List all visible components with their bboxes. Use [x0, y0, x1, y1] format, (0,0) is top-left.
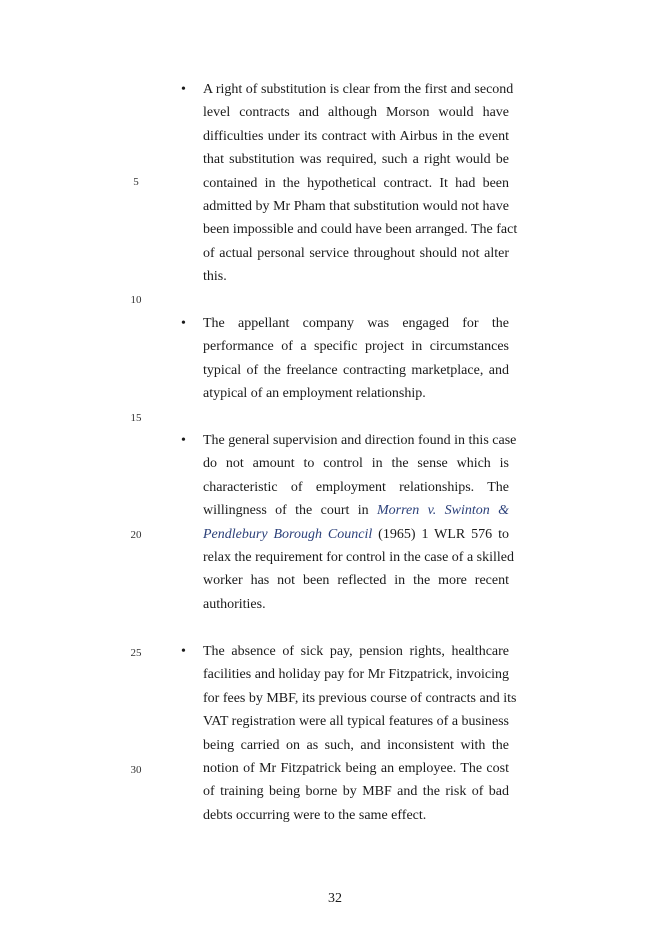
- text-line: [203, 499, 509, 522]
- text-line: typical of the freelance contracting marketplace, and: [203, 362, 509, 378]
- page-number: 32: [328, 891, 342, 906]
- text-line: been impossible and could have been arranged. The fact: [203, 222, 518, 238]
- text-line: facilities and holiday pay for Mr Fitzpatrick, invoicing: [203, 667, 509, 683]
- text-line: [203, 523, 509, 546]
- text-line: The absence of sick pay, pension rights, healthcare: [203, 644, 509, 659]
- text-segment: (1965) 1 WLR 576 to: [372, 526, 509, 542]
- text-line: level contracts and although Morson would have: [203, 105, 509, 121]
- line-number: 20: [130, 529, 142, 541]
- text-line: The general supervision and direction found in this case: [203, 433, 517, 448]
- text-line: notion of Mr Fitzpatrick being an employee. The cost: [203, 760, 509, 776]
- line-number: 10: [130, 294, 142, 306]
- line-number: 15: [130, 412, 142, 424]
- text-line: do not amount to control in the sense which is: [203, 456, 509, 472]
- text-line: A right of substitution is clear from the first and second: [203, 82, 514, 97]
- bullet-marker: •: [181, 433, 186, 448]
- line-number: 5: [133, 176, 139, 188]
- text-line: authorities.: [203, 596, 266, 612]
- text-line: atypical of an employment relationship.: [203, 386, 426, 402]
- text-line: being carried on as such, and inconsistent with the: [203, 737, 509, 753]
- paragraph-substitution: [203, 78, 518, 289]
- text-line: admitted by Mr Pham that substitution would not have: [203, 198, 509, 214]
- text-line: relax the requirement for control in the case of a skilled: [203, 549, 514, 565]
- text-line: debts occurring were to the same effect.: [203, 807, 427, 823]
- text-line: of training being borne by MBF and the risk of bad: [203, 784, 509, 800]
- text-line: characteristic of employment relationships. The: [203, 479, 509, 495]
- text-line: The appellant company was engaged for the: [203, 316, 509, 331]
- text-line: this.: [203, 269, 227, 285]
- text-line: of actual personal service throughout should not alter: [203, 245, 509, 261]
- bullet-marker: •: [181, 82, 186, 97]
- text-line: VAT registration were all typical features of a business: [203, 714, 509, 730]
- text-line: that substitution was required, such a right would be: [203, 152, 509, 168]
- text-line: difficulties under its contract with Airbus in the event: [203, 128, 509, 144]
- line-number: 25: [130, 647, 142, 659]
- case-name-italic: Morren v. Swinton &: [377, 503, 510, 519]
- text-line: performance of a specific project in circumstances: [203, 339, 509, 355]
- bullet-marker: •: [181, 644, 186, 659]
- paragraph-control: [203, 429, 517, 616]
- paragraph-project: [203, 312, 509, 406]
- text-line: worker has not been reflected in the more recent: [203, 573, 509, 589]
- text-line: contained in the hypothetical contract. It had been: [203, 175, 509, 191]
- text-line: for fees by MBF, its previous course of contracts and its: [203, 690, 517, 706]
- line-number: 30: [130, 764, 142, 776]
- bullet-marker: •: [181, 316, 186, 331]
- text-segment: willingness of the court in: [203, 503, 377, 519]
- case-name-italic: Pendlebury Borough Council: [203, 526, 373, 542]
- paragraph-business-features: [203, 640, 517, 827]
